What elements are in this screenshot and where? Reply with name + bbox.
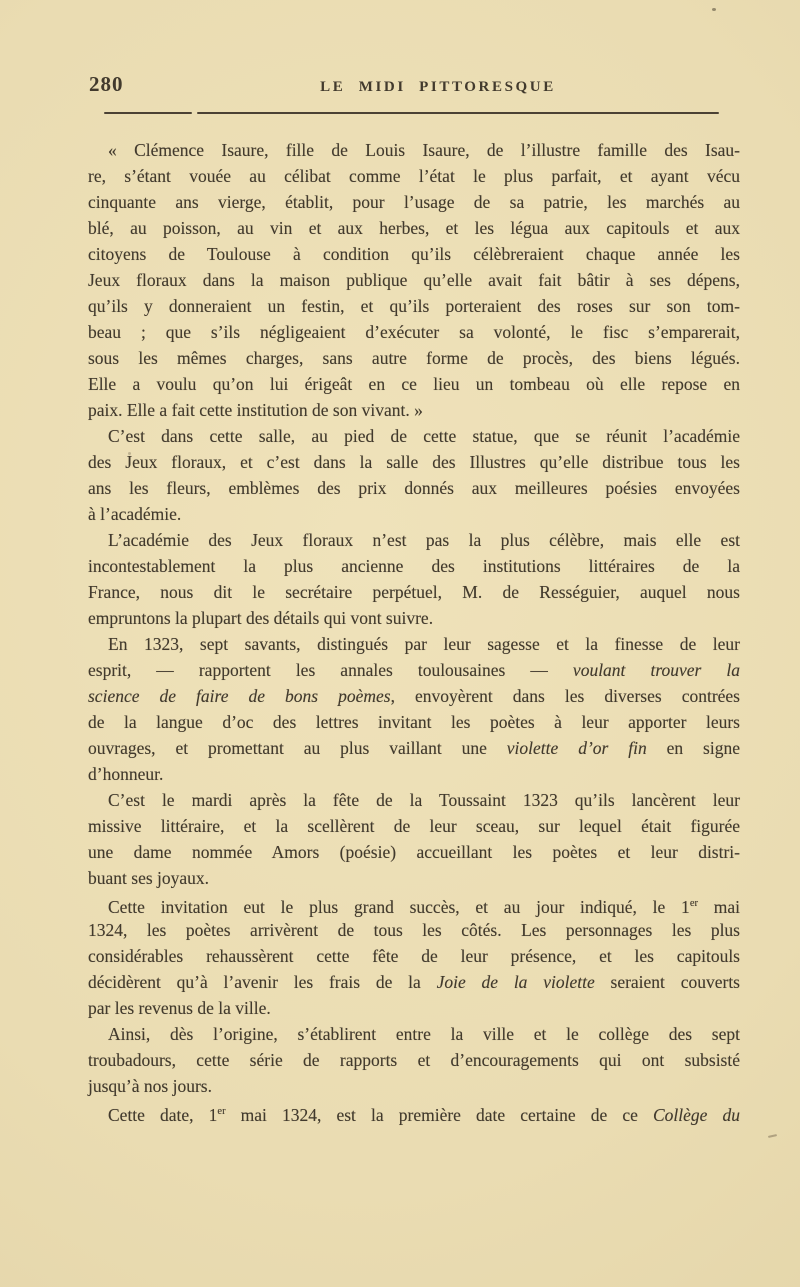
- text-line: [88, 891, 740, 917]
- body-text: décidèrent qu’à l’avenir les frais de la: [88, 972, 437, 992]
- body-text: C’est le mardi après la fête de la Toussaint 1323 qu’ils lancèrent leur: [108, 790, 740, 810]
- body-text: En 1323, sept savants, distingués par leur sagesse et la finesse de leur: [108, 634, 740, 654]
- text-line: [88, 995, 740, 1021]
- italic-text: violette d’or fin: [506, 738, 647, 758]
- body-text: « Clémence Isaure, fille de Louis Isaure, de l’illustre famille des Isau-: [108, 140, 740, 160]
- body-text: beau ; que s’ils négligeaient d’exécuter sa volonté, le fisc s’emparerait,: [88, 322, 740, 342]
- text-line: [88, 709, 740, 735]
- text-line: [88, 657, 740, 683]
- body-text: Ainsi, dès l’origine, s’établirent entre la ville et le collège des sept: [108, 1024, 740, 1044]
- text-block: [88, 137, 740, 1125]
- paper-speck: [768, 1134, 777, 1138]
- text-line: [88, 683, 740, 709]
- page-number: 280: [89, 72, 124, 96]
- body-text: par les revenus de la ville.: [88, 998, 271, 1018]
- superscript-text: er: [689, 898, 698, 909]
- text-line: [88, 917, 740, 943]
- body-text: qu’ils y donneraient un festin, et qu’ils porteraient des roses sur son tom-: [88, 296, 740, 316]
- body-text: Jeux floraux dans la maison publique qu’elle avait fait bâtir à ses dépens,: [88, 270, 740, 290]
- body-text: Cette date, 1: [108, 1105, 218, 1125]
- text-line: [88, 969, 740, 995]
- text-line: [88, 735, 740, 761]
- text-line: [88, 215, 740, 241]
- body-text: ans les fleurs, emblèmes des prix donnés aux meilleures poésies envoyées: [88, 478, 740, 498]
- body-text: jusqu’à nos jours.: [88, 1076, 212, 1096]
- page-header: [0, 0, 800, 110]
- text-line: [88, 423, 740, 449]
- text-line: [88, 579, 740, 605]
- header-rule-right: [197, 112, 719, 114]
- text-line: [88, 241, 740, 267]
- body-text: Elle a voulu qu’on lui érigeât en ce lieu un tombeau où elle repose en: [88, 374, 740, 394]
- text-line: [88, 865, 740, 891]
- superscript-text: er: [217, 1106, 226, 1117]
- text-line: [88, 1099, 740, 1125]
- text-line: [88, 449, 740, 475]
- body-text: esprit, — rapportent les annales toulousaines —: [88, 660, 573, 680]
- text-line: [88, 501, 740, 527]
- text-line: [88, 319, 740, 345]
- body-text: en signe: [646, 738, 740, 758]
- italic-text: Joie de la violette: [436, 972, 595, 992]
- text-line: [88, 631, 740, 657]
- text-line: [88, 813, 740, 839]
- text-line: [88, 1047, 740, 1073]
- body-text: cinquante ans vierge, établit, pour l’usage de sa patrie, les marchés au: [88, 192, 740, 212]
- body-text: incontestablement la plus ancienne des institutions littéraires de la: [88, 556, 740, 576]
- body-text: blé, au poisson, au vin et aux herbes, et les légua aux capitouls et aux: [88, 218, 740, 238]
- text-line: [88, 345, 740, 371]
- body-text: re, s’étant vouée au célibat comme l’état le plus parfait, et ayant vécu: [88, 166, 740, 186]
- body-text: L’académie des Jeux floraux n’est pas la plus célèbre, mais elle est: [108, 530, 740, 550]
- body-text: C’est dans cette salle, au pied de cette statue, que se réunit l’académie: [108, 426, 740, 446]
- body-text: citoyens de Toulouse à condition qu’ils célèbreraient chaque année les: [88, 244, 740, 264]
- text-line: [88, 267, 740, 293]
- body-text: de la langue d’oc des lettres invitant les poètes à leur apporter leurs: [88, 712, 740, 732]
- text-line: [88, 371, 740, 397]
- italic-text: science de faire de bons poèmes: [88, 686, 391, 706]
- body-text: troubadours, cette série de rapports et d’encouragements qui ont subsisté: [88, 1050, 740, 1070]
- body-text: missive littéraire, et la scellèrent de leur sceau, sur lequel était figurée: [88, 816, 740, 836]
- text-line: [88, 293, 740, 319]
- body-text: mai: [697, 897, 740, 917]
- body-text: mai 1324, est la première date certaine de ce: [225, 1105, 653, 1125]
- body-text: , envoyèrent dans les diverses contrées: [390, 686, 740, 706]
- body-text: Cette invitation eut le plus grand succès, et au jour indiqué, le 1: [108, 897, 690, 917]
- body-text: 1324, les poètes arrivèrent de tous les côtés. Les personnages les plus: [88, 920, 740, 940]
- body-text: empruntons la plupart des détails qui vont suivre.: [88, 608, 434, 628]
- text-line: [88, 605, 740, 631]
- text-line: [88, 553, 740, 579]
- body-text: France, nous dit le secrétaire perpétuel, M. de Rességuier, auquel nous: [88, 582, 740, 602]
- header-rule-left: [104, 112, 192, 114]
- text-line: [88, 1073, 740, 1099]
- body-text: considérables rehaussèrent cette fête de leur présence, et les capitouls: [88, 946, 740, 966]
- text-line: [88, 1021, 740, 1047]
- text-line: [88, 137, 740, 163]
- text-line: [88, 475, 740, 501]
- italic-text: Collège du: [652, 1105, 741, 1125]
- body-text: buant ses joyaux.: [88, 868, 210, 888]
- body-text: seraient couverts: [594, 972, 740, 992]
- text-line: [88, 189, 740, 215]
- text-line: [88, 527, 740, 553]
- body-text: paix. Elle a fait cette institution de son vivant. »: [88, 400, 423, 420]
- body-text: d’honneur.: [88, 764, 164, 784]
- text-line: [88, 761, 740, 787]
- running-title: LE MIDI PITTORESQUE: [320, 79, 556, 95]
- italic-text: voulant trouver la: [572, 660, 740, 680]
- text-line: [88, 163, 740, 189]
- body-text: une dame nommée Amors (poésie) accueillant les poètes et leur distri-: [88, 842, 740, 862]
- text-line: [88, 839, 740, 865]
- text-line: [88, 787, 740, 813]
- body-text: sous les mêmes charges, sans autre forme de procès, des biens légués.: [88, 348, 740, 368]
- body-text: des Jeux floraux, et c’est dans la salle des Illustres qu’elle distribue tous les: [88, 452, 740, 472]
- body-text: à l’académie.: [88, 504, 182, 524]
- body-text: ouvrages, et promettant au plus vaillant une: [88, 738, 507, 758]
- text-line: [88, 397, 740, 423]
- text-line: [88, 943, 740, 969]
